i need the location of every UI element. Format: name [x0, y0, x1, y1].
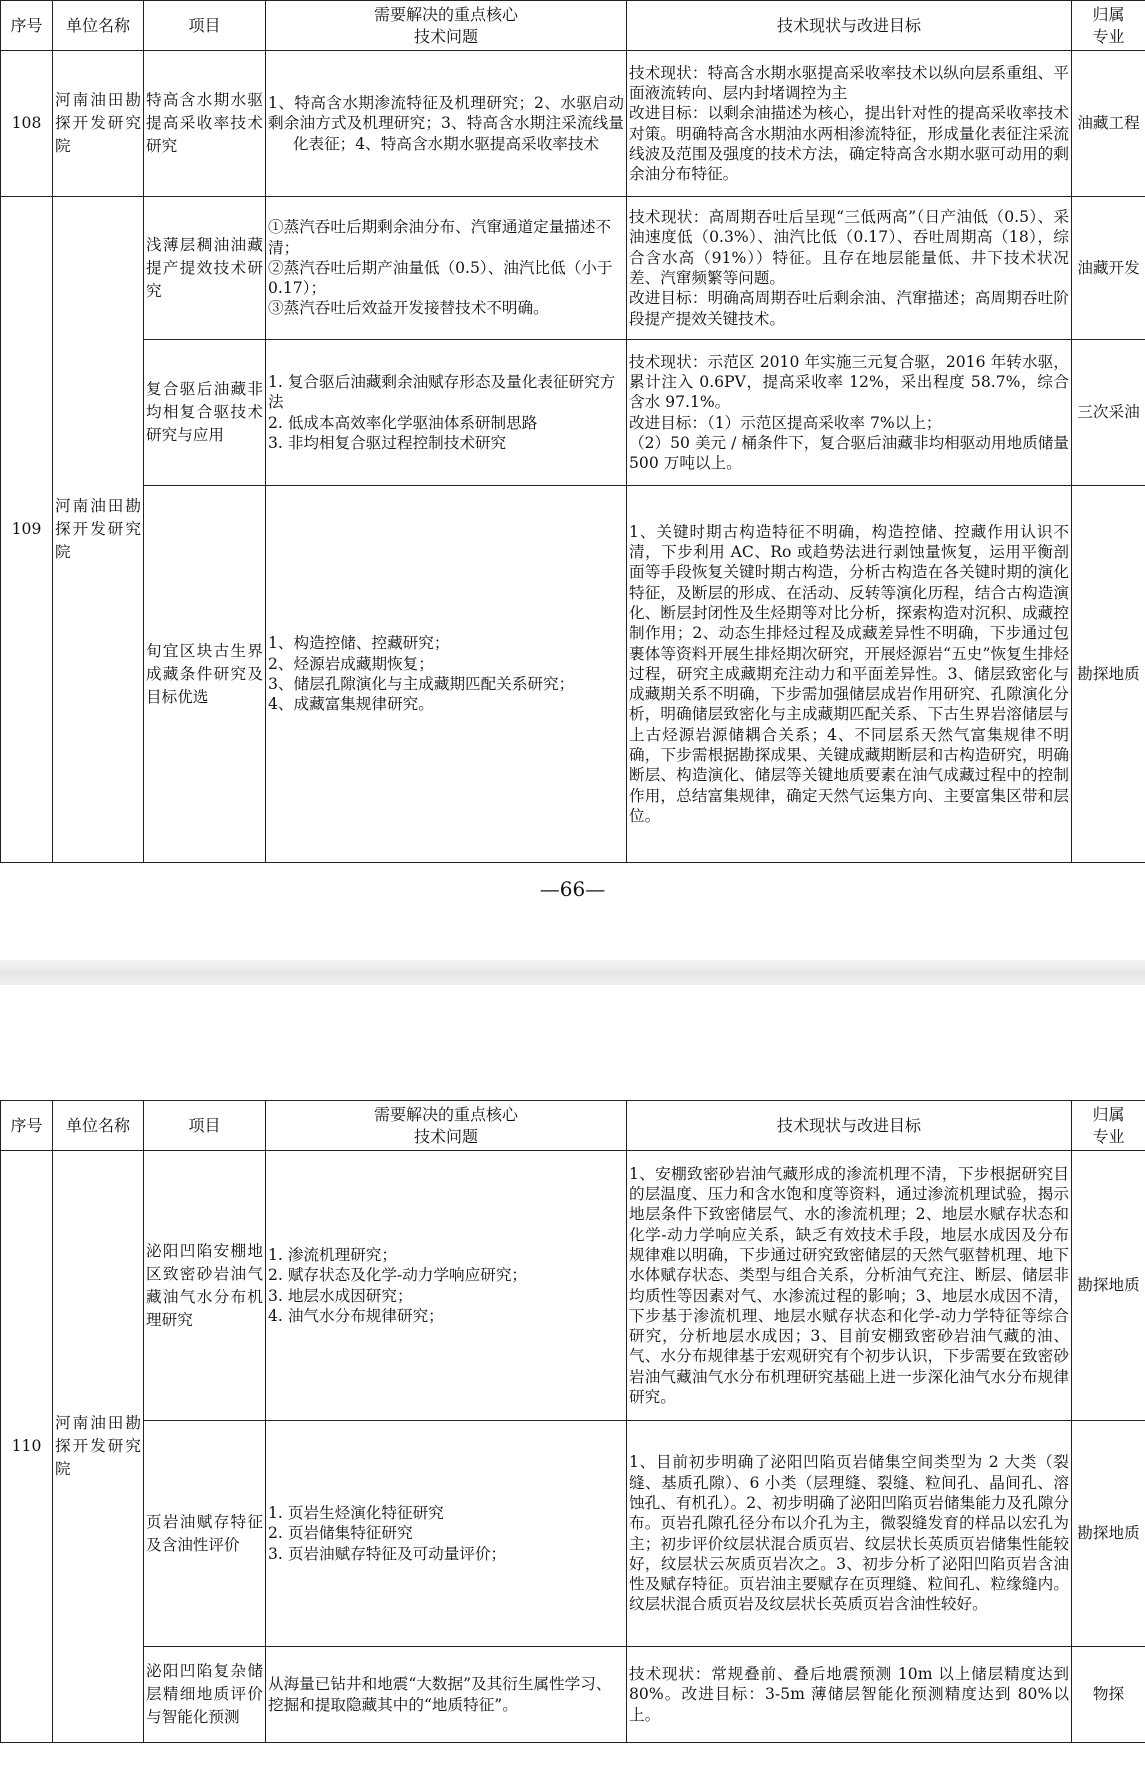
table-row	[1, 486, 1145, 863]
row-major: 油藏开发	[1072, 197, 1145, 340]
table-row	[1, 1421, 1145, 1647]
document-page-67	[0, 985, 1145, 1782]
row-unit: 河南油田勘探开发研究院	[53, 197, 144, 863]
row-unit: 河南油田勘探开发研究院	[53, 51, 144, 197]
table-row	[1, 1151, 1145, 1421]
row-seq: 110	[1, 1151, 53, 1743]
row-major: 勘探地质	[1072, 1151, 1145, 1421]
row-seq: 109	[1, 197, 53, 863]
row-project: 浅薄层稠油油藏提产提效技术研究	[144, 197, 266, 340]
row-major: 勘探地质	[1072, 1421, 1145, 1647]
research-table-page-66	[0, 0, 1145, 863]
row-unit: 河南油田勘探开发研究院	[53, 1151, 144, 1743]
row-project: 泌阳凹陷安棚地区致密砂岩油气藏油气水分布机理研究	[144, 1151, 266, 1421]
header-project: 项目	[144, 1, 266, 51]
research-table-page-67	[0, 1100, 1145, 1743]
row-tech: 1、关键时期古构造特征不明确，构造控储、控藏作用认识不清，下步利用 AC、Ro 或趋势法进行剥蚀量恢复，运用平衡剖面等手段恢复关键时期古构造，分析古构造在各关键时期的演化特征，及断层的形成、在活动、反转等演化历程，结合古构造演化、断层封闭性及生烃期等对比分析，探索构造对沉积、成藏控制作用；2、动态生排烃过程及成藏差异性不明确，下步通过包裹体等资料开展生排烃期次研究，开展烃源岩“五史”恢复生排烃过程，研究主成藏期充注动力和平面差异性。3、储层致密化与成藏期关系不明确，下步需加强储层成岩作用研究、孔隙演化分析，明确储层致密化与主成藏期匹配关系、下古生界岩溶储层与上古烃源岩源储耦合关系；4、不同层系天然气富集规律不明确，下步需根据勘探成果、关键成藏期断层和古构造研究，明确断层、构造演化、储层等关键地质要素在油气成藏过程中的控制作用，总结富集规律，确定天然气运集方向、主要富集区带和层位。	[627, 486, 1072, 863]
header-major: 归属 专业	[1072, 1, 1145, 51]
row-project: 特高含水期水驱提高采收率技术研究	[144, 51, 266, 197]
header-project: 项目	[144, 1101, 266, 1151]
row-issue: 从海量已钻井和地震“大数据”及其衍生属性学习、挖掘和提取隐藏其中的“地质特征”。	[266, 1647, 627, 1743]
table-row	[1, 197, 1145, 340]
header-issue: 需要解决的重点核心 技术问题	[266, 1, 627, 51]
header-tech: 技术现状与改进目标	[627, 1101, 1072, 1151]
row-tech: 技术现状：特高含水期水驱提高采收率技术以纵向层系重组、平面液流转向、层内封堵调控为主 改进目标：以剩余油描述为核心，提出针对性的提高采收率技术对策。明确特高含水期油水两相渗流特征，形成量化表征注采流线波及范围及强度的技术方法，确定特高含水期水驱可动用的剩余油分布特征。	[627, 51, 1072, 197]
header-unit: 单位名称	[53, 1, 144, 51]
header-issue: 需要解决的重点核心 技术问题	[266, 1101, 627, 1151]
row-project: 旬宜区块古生界成藏条件研究及目标优选	[144, 486, 266, 863]
table-header-row	[1, 1, 1145, 51]
row-issue: 1. 复合驱后油藏剩余油赋存形态及量化表征研究方法 2. 低成本高效率化学驱油体系研制思路 3. 非均相复合驱过程控制技术研究	[266, 340, 627, 486]
header-seq: 序号	[1, 1101, 53, 1151]
header-unit: 单位名称	[53, 1101, 144, 1151]
row-project: 泌阳凹陷复杂储层精细地质评价与智能化预测	[144, 1647, 266, 1743]
row-major: 物探	[1072, 1647, 1145, 1743]
row-tech: 技术现状：高周期吞吐后呈现“三低两高”（日产油低（0.5）、采油速度低（0.3%）、油汽比低（0.17）、吞吐周期高（18），综合含水高（91%））特征。且存在地层能量低、井下技术状况差、汽窜频繁等问题。 改进目标：明确高周期吞吐后剩余油、汽窜描述；高周期吞吐阶段提产提效关键技术。	[627, 197, 1072, 340]
row-seq: 108	[1, 51, 53, 197]
row-tech: 技术现状：常规叠前、叠后地震预测 10m 以上储层精度达到 80%。改进目标：3-5m 薄储层智能化预测精度达到 80%以上。	[627, 1647, 1072, 1743]
row-tech: 1、目前初步明确了泌阳凹陷页岩储集空间类型为 2 大类（裂缝、基质孔隙）、6 小类（层理缝、裂缝、粒间孔、晶间孔、溶蚀孔、有机孔）。2、初步明确了泌阳凹陷页岩储集能力及孔隙分布。页岩孔隙孔径分布以介孔为主，微裂缝发育的样品以宏孔为主；初步评价纹层状混合质页岩、纹层状长英质页岩储集性能较好，纹层状云灰质页岩次之。3、初步分析了泌阳凹陷页岩含油性及赋存特征。页岩油主要赋存在页理缝、粒间孔、粒缘缝内。纹层状混合质页岩及纹层状长英质页岩含油性较好。	[627, 1421, 1072, 1647]
row-tech: 1、安棚致密砂岩油气藏形成的渗流机理不清，下步根据研究目的层温度、压力和含水饱和度等资料，通过渗流机理试验，揭示地层条件下致密储层气、水的渗流机理；2、地层水赋存状态和化学-动力学响应关系，缺乏有效技术手段，地层水成因及分布规律难以明确，下步通过研究致密储层的天然气驱替机理、地下水体赋存状态、类型与组合关系，分析油气充注、断层、储层非均质性等因素对气、水渗流过程的影响；3、地层水成因不清，下步基于渗流机理、地层水赋存状态和化学-动力学特征等综合研究，分析地层水成因；3、目前安棚致密砂岩油气藏的油、气、水分布规律基于宏观研究有个初步认识，下步需要在致密砂岩油气藏油气水分布机理研究基础上进一步深化油气水分布规律研究。	[627, 1151, 1072, 1421]
row-issue: 1. 渗流机理研究； 2. 赋存状态及化学-动力学响应研究； 3. 地层水成因研究； 4. 油气水分布规律研究；	[266, 1151, 627, 1421]
header-seq: 序号	[1, 1, 53, 51]
row-major: 油藏工程	[1072, 51, 1145, 197]
header-major: 归属 专业	[1072, 1101, 1145, 1151]
row-issue: 1、构造控储、控藏研究； 2、烃源岩成藏期恢复； 3、储层孔隙演化与主成藏期匹配关系研究； 4、成藏富集规律研究。	[266, 486, 627, 863]
page-number: —66—	[539, 877, 606, 901]
table-row	[1, 51, 1145, 197]
row-project: 页岩油赋存特征及含油性评价	[144, 1421, 266, 1647]
row-issue: ①蒸汽吞吐后期剩余油分布、汽窜通道定量描述不清； ②蒸汽吞吐后期产油量低（0.5）、油汽比低（小于 0.17）； ③蒸汽吞吐后效益开发接替技术不明确。	[266, 197, 627, 340]
row-major: 三次采油	[1072, 340, 1145, 486]
header-tech: 技术现状与改进目标	[627, 1, 1072, 51]
table-row	[1, 1647, 1145, 1743]
row-major: 勘探地质	[1072, 486, 1145, 863]
row-issue: 1、特高含水期渗流特征及机理研究；2、水驱启动剩余油方式及机理研究；3、特高含水期注采流线量化表征；4、特高含水期水驱提高采收率技术	[266, 51, 627, 197]
table-row	[1, 340, 1145, 486]
row-project: 复合驱后油藏非均相复合驱技术研究与应用	[144, 340, 266, 486]
table-header-row	[1, 1101, 1145, 1151]
row-issue: 1. 页岩生烃演化特征研究 2. 页岩储集特征研究 3. 页岩油赋存特征及可动量评价；	[266, 1421, 627, 1647]
row-tech: 技术现状：示范区 2010 年实施三元复合驱，2016 年转水驱，累计注入 0.6PV，提高采收率 12%，采出程度 58.7%，综合含水 97.1%。 改进目标：（1）示范区提高采收率 7%以上； （2）50 美元 / 桶条件下，复合驱后油藏非均相驱动用地质储量 500 万吨以上。	[627, 340, 1072, 486]
